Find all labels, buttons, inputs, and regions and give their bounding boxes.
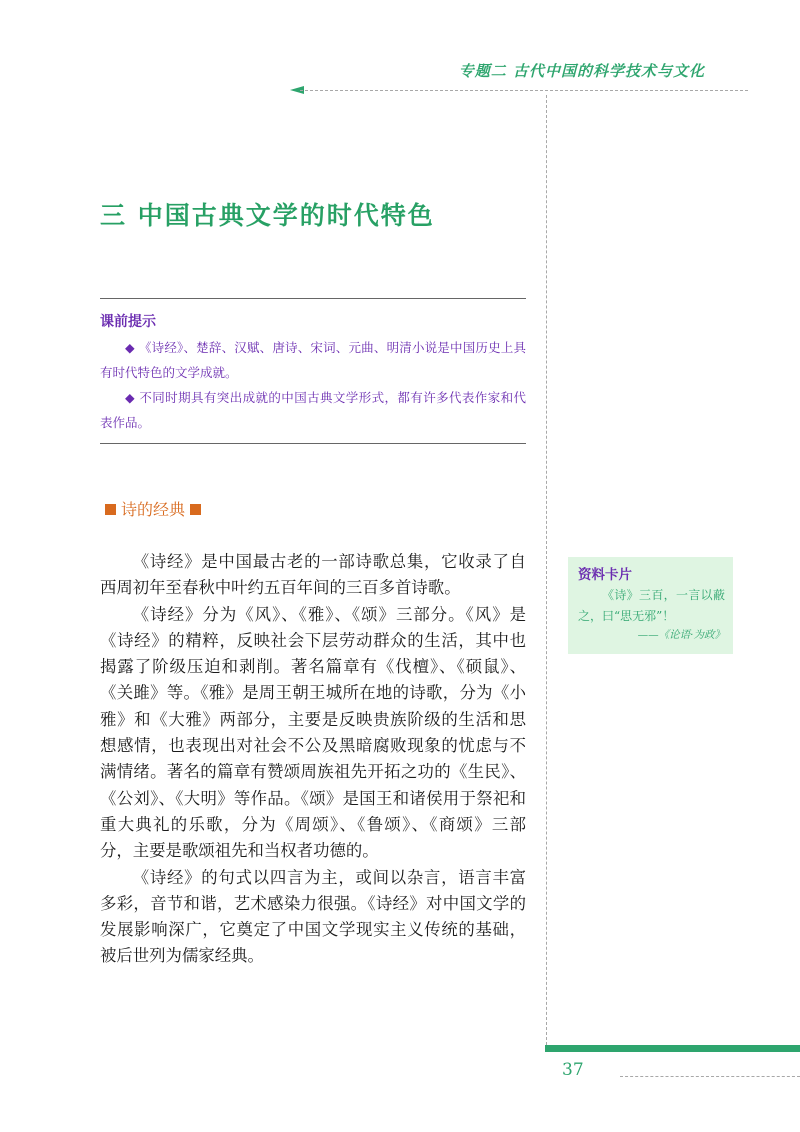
resource-card-heading: 资料卡片 <box>578 567 632 583</box>
square-bullet-icon <box>105 504 116 515</box>
body-paragraph: 《诗经》是中国最古老的一部诗歌总集，它收录了自西周初年至春秋中叶约五百年间的三百多首诗歌。 <box>100 552 526 598</box>
footer-divider <box>620 1076 800 1077</box>
body-paragraph: 《诗经》分为《风》、《雅》、《颂》三部分。《风》是《诗经》的精粹，反映社会下层劳动群众的生活，其中也揭露了阶级压迫和剥削。著名篇章有《伐檀》、《硕鼠》、《关雎》等。《雅》是周王朝王城所在地的诗歌，分为《小雅》和《大雅》两部分，主要是反映贵族阶级的生活和思想感情，也表现出对社会不公及黑暗腐败现象的忧虑与不满情绪。著名的篇章有赞颂周族祖先开拓之功的《生民》、《公刘》、《大明》等作品。《颂》是国王和诸侯用于祭祀和重大典礼的乐歌，分为《周颂》、《鲁颂》、《商颂》三部分，主要是歌颂祖先和当权者功德的。 <box>100 604 526 861</box>
lesson-title: 三 中国古典文学的时代特色 <box>100 201 435 230</box>
body-paragraph: 《诗经》的句式以四言为主，或间以杂言，语言丰富多彩，音节和谐，艺术感染力很强。《诗经》对中国文学的发展影响深广，它奠定了中国文学现实主义传统的基础，被后世列为儒家经典。 <box>100 867 526 966</box>
header-divider <box>300 90 748 91</box>
column-divider <box>546 95 547 1045</box>
square-bullet-icon <box>190 504 201 515</box>
resource-card <box>568 557 733 654</box>
resource-card-source: ——《论语·为政》 <box>637 629 725 641</box>
running-header-title: 专题二 古代中国的科学技术与文化 <box>458 62 705 80</box>
body-text <box>100 549 526 970</box>
section-heading <box>100 497 206 520</box>
pre-class-tips-box <box>100 298 526 444</box>
page-number: 37 <box>562 1060 584 1080</box>
section-heading-text: 诗的经典 <box>121 500 186 519</box>
resource-card-quote: 《诗》三百，一言以蔽之，曰“思无邪”！ <box>578 588 725 623</box>
tips-item: ◆ 《诗经》、楚辞、汉赋、唐诗、宋词、元曲、明清小说是中国历史上具有时代特色的文学成就。 <box>100 340 526 380</box>
tips-heading: 课前提示 <box>100 314 156 330</box>
footer-bar <box>545 1045 800 1052</box>
tips-item: ◆ 不同时期具有突出成就的中国古典文学形式，都有许多代表作家和代表作品。 <box>100 390 526 430</box>
